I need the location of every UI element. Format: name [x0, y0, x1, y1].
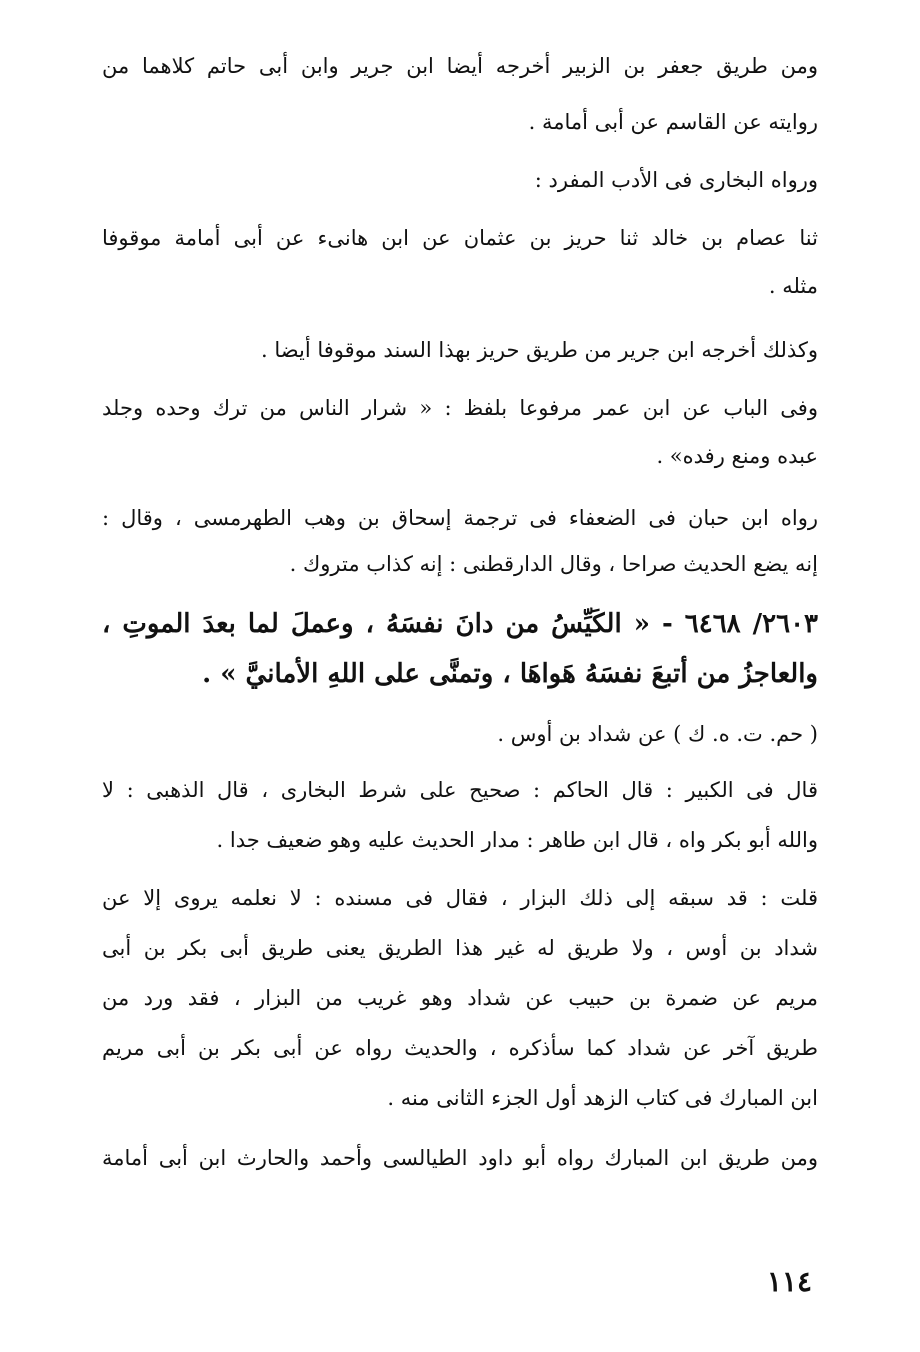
- text-line: شداد بن أوس ، ولا طريق له غير هذا الطريق يعنى طريق أبى بكر بن أبى: [102, 936, 818, 960]
- text-line: عبده ومنع رفده» .: [656, 444, 818, 468]
- hadith-text-line: ٢٦٠٣/ ٦٤٦٨ - « الكَيِّسُ من دانَ نفسَهُ ، وعملَ لما بعدَ الموتِ ،: [102, 609, 818, 639]
- text-line: والله أبو بكر واه ، قال ابن طاهر : مدار الحديث عليه وهو ضعيف جدا .: [216, 828, 818, 852]
- text-line: ومن طريق ابن المبارك رواه أبو داود الطيالسى وأحمد والحارث ابن أبى أمامة: [102, 1146, 818, 1170]
- text-line: ومن طريق جعفر بن الزبير أخرجه أيضا ابن جرير وابن أبى حاتم كلاهما من: [102, 54, 818, 78]
- text-line: مثله .: [768, 274, 818, 298]
- text-line: قلت : قد سبقه إلى ذلك البزار ، فقال فى مسنده : لا نعلمه يروى إلا عن: [102, 886, 818, 910]
- text-line: إنه يضع الحديث صراحا ، وقال الدارقطنى : إنه كذاب متروك .: [289, 552, 818, 576]
- hadith-text-line: والعاجزُ من أتبعَ نفسَهُ هَواهَا ، وتمنَّى على اللهِ الأمانيَّ » .: [202, 659, 818, 689]
- source-citation: ( حم. ت. ه. ك ) عن شداد بن أوس .: [497, 722, 818, 746]
- text-line: ثنا عصام بن خالد ثنا حريز بن عثمان عن ابن هانىء عن أبى أمامة موقوفا: [102, 226, 818, 250]
- text-line: ابن المبارك فى كتاب الزهد أول الجزء الثانى منه .: [387, 1086, 818, 1110]
- text-line: طريق آخر عن شداد كما سأذكره ، والحديث رواه عن أبى بكر بن أبى مريم: [102, 1036, 818, 1060]
- text-line: ورواه البخارى فى الأدب المفرد :: [534, 168, 818, 192]
- text-line: رواه ابن حبان فى الضعفاء فى ترجمة إسحاق بن وهب الطهرمسى ، وقال :: [102, 506, 818, 530]
- text-line: قال فى الكبير : قال الحاكم : صحيح على شرط البخارى ، قال الذهبى : لا: [102, 778, 818, 802]
- text-line: وكذلك أخرجه ابن جرير من طريق حريز بهذا السند موقوفا أيضا .: [261, 338, 818, 362]
- page-number: ١١٤: [766, 1265, 812, 1298]
- text-line: مريم عن ضمرة بن حبيب عن شداد وهو غريب من البزار ، فقد ورد من: [102, 986, 818, 1010]
- text-line: وفى الباب عن ابن عمر مرفوعا بلفظ : « شرار الناس من ترك وحده وجلد: [102, 396, 818, 420]
- text-line: روايته عن القاسم عن أبى أمامة .: [528, 110, 818, 134]
